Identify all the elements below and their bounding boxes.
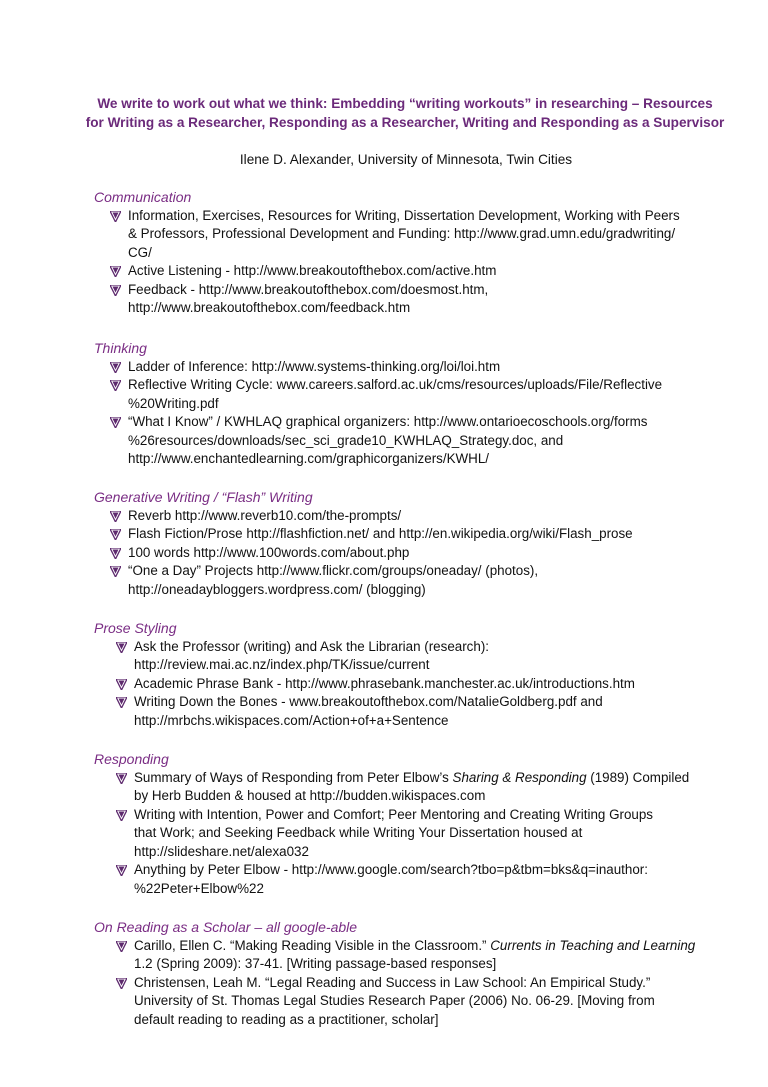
item-line: (1989) Compiled — [586, 769, 690, 785]
arrow-bullet-icon — [110, 362, 121, 373]
arrow-bullet-icon — [116, 978, 127, 989]
item-line: Flash Fiction/Prose http://flashfiction.net/ and http://en.wikipedia.org/wiki/Flash_prose — [128, 526, 633, 541]
list-item — [94, 281, 734, 318]
item-line: Information, Exercises, Resources for Writing, Dissertation Development, Working with Peers — [128, 207, 680, 223]
item-line: by Herb Budden & housed at http://budden.wikispaces.com — [134, 788, 486, 803]
title-line-1: We write to work out what we think: Embedding “writing workouts” in researching – Resources — [97, 96, 713, 111]
section-thinking — [94, 339, 734, 469]
arrow-bullet-icon — [110, 548, 121, 559]
item-line: %20Writing.pdf — [128, 395, 219, 411]
list-item — [94, 413, 734, 469]
item-line: Writing Down the Bones - www.breakoutofthebox.com/NatalieGoldberg.pdf and — [134, 694, 603, 709]
item-line: “What I Know” / KWHLAQ graphical organizers: http://www.ontarioecoschools.org/forms — [128, 414, 648, 429]
list-item — [94, 544, 734, 563]
book-title: Sharing & Responding — [452, 769, 587, 785]
arrow-bullet-icon — [116, 642, 127, 653]
list-item — [94, 562, 734, 599]
arrow-bullet-icon — [110, 566, 121, 577]
list-item — [94, 974, 734, 1030]
section-responding — [94, 750, 734, 898]
author-line: Ilene D. Alexander, University of Minnesota, Twin Cities — [239, 152, 573, 167]
item-line: “One a Day” Projects http://www.flickr.com/groups/oneaday/ (photos), — [128, 563, 539, 578]
arrow-bullet-icon — [110, 529, 121, 540]
item-line: Active Listening - http://www.breakoutofthebox.com/active.htm — [128, 263, 497, 278]
list-item — [94, 937, 734, 974]
arrow-bullet-icon — [116, 773, 127, 784]
section-communication — [94, 188, 734, 318]
item-line: Feedback - http://www.breakoutofthebox.com/doesmost.htm, — [128, 281, 489, 297]
section-prose-styling — [94, 619, 734, 730]
item-line: http://review.mai.ac.nz/index.php/TK/issue/current — [134, 657, 430, 672]
item-line: University of St. Thomas Legal Studies Research Paper (2006) No. 06-29. [Moving from — [134, 993, 655, 1008]
section-generative-writing — [94, 488, 734, 599]
list-item — [94, 358, 734, 377]
title-line-2: for Writing as a Researcher, Responding as a Researcher, Writing and Responding as a Supervisor — [85, 115, 725, 130]
item-line: http://oneadaybloggers.wordpress.com/ (blogging) — [128, 581, 426, 597]
item-line: CG/ — [128, 244, 152, 260]
arrow-bullet-icon — [110, 211, 121, 222]
section-heading: On Reading as a Scholar – all google-able — [94, 919, 358, 935]
section-heading: Generative Writing / “Flash” Writing — [94, 489, 313, 505]
arrow-bullet-icon — [110, 511, 121, 522]
item-line: 1.2 (Spring 2009): 37-41. [Writing passage-based responses] — [134, 956, 497, 971]
list-item — [94, 769, 734, 806]
arrow-bullet-icon — [110, 417, 121, 428]
list-item — [94, 376, 734, 413]
item-line: Ladder of Inference: http://www.systems-thinking.org/loi/loi.htm — [128, 358, 501, 374]
arrow-bullet-icon — [116, 697, 127, 708]
arrow-bullet-icon — [110, 266, 121, 277]
list-item — [94, 806, 734, 862]
item-line: Academic Phrase Bank - http://www.phrasebank.manchester.ac.uk/introductions.htm — [134, 675, 635, 691]
section-heading: Thinking — [94, 340, 147, 356]
list-item — [94, 207, 734, 263]
section-heading: Communication — [94, 189, 192, 205]
section-heading: Responding — [94, 751, 169, 767]
arrow-bullet-icon — [116, 865, 127, 876]
list-item — [94, 861, 734, 898]
arrow-bullet-icon — [116, 810, 127, 821]
journal-title: Currents in Teaching and Learning — [490, 937, 696, 953]
item-line: 100 words http://www.100words.com/about.php — [128, 544, 410, 560]
arrow-bullet-icon — [110, 380, 121, 391]
list-item — [94, 525, 734, 544]
item-line: http://mrbchs.wikispaces.com/Action+of+a+Sentence — [134, 712, 449, 728]
item-line: Carillo, Ellen C. “Making Reading Visible in the Classroom.” — [134, 937, 491, 953]
item-line: Ask the Professor (writing) and Ask the Librarian (research): — [134, 638, 489, 654]
section-reading-as-scholar — [94, 918, 734, 1029]
item-line: %26resources/downloads/sec_sci_grade10_KWHLAQ_Strategy.doc, and — [128, 432, 564, 448]
item-line: %22Peter+Elbow%22 — [134, 880, 264, 896]
list-item — [94, 693, 734, 730]
list-item — [94, 638, 734, 675]
item-line: Reverb http://www.reverb10.com/the-prompts/ — [128, 507, 402, 523]
item-line: that Work; and Seeking Feedback while Writing Your Dissertation housed at — [134, 825, 583, 840]
item-line: default reading to reading as a practitioner, scholar] — [134, 1011, 439, 1027]
item-line: http://www.enchantedlearning.com/graphicorganizers/KWHL/ — [128, 451, 489, 466]
item-line: Reflective Writing Cycle: www.careers.salford.ac.uk/cms/resources/uploads/File/Reflective — [128, 377, 663, 392]
item-line: http://slideshare.net/alexa032 — [134, 843, 309, 859]
item-line: Christensen, Leah M. “Legal Reading and Success in Law School: An Empirical Study.” — [134, 974, 651, 990]
list-item — [94, 507, 734, 526]
list-item — [94, 675, 734, 694]
list-item — [94, 262, 734, 281]
item-line: http://www.breakoutofthebox.com/feedback.htm — [128, 300, 411, 315]
item-line: Writing with Intention, Power and Comfort; Peer Mentoring and Creating Writing Groups — [134, 806, 654, 822]
item-line: & Professors, Professional Development and Funding: http://www.grad.umn.edu/gradwriting/ — [128, 226, 676, 241]
arrow-bullet-icon — [116, 679, 127, 690]
arrow-bullet-icon — [116, 941, 127, 952]
item-line: Anything by Peter Elbow - http://www.google.com/search?tbo=p&tbm=bks&q=inauthor: — [134, 862, 648, 877]
arrow-bullet-icon — [110, 285, 121, 296]
item-line: Summary of Ways of Responding from Peter Elbow’s — [134, 769, 453, 785]
section-heading: Prose Styling — [94, 620, 177, 636]
document-title — [80, 94, 730, 132]
